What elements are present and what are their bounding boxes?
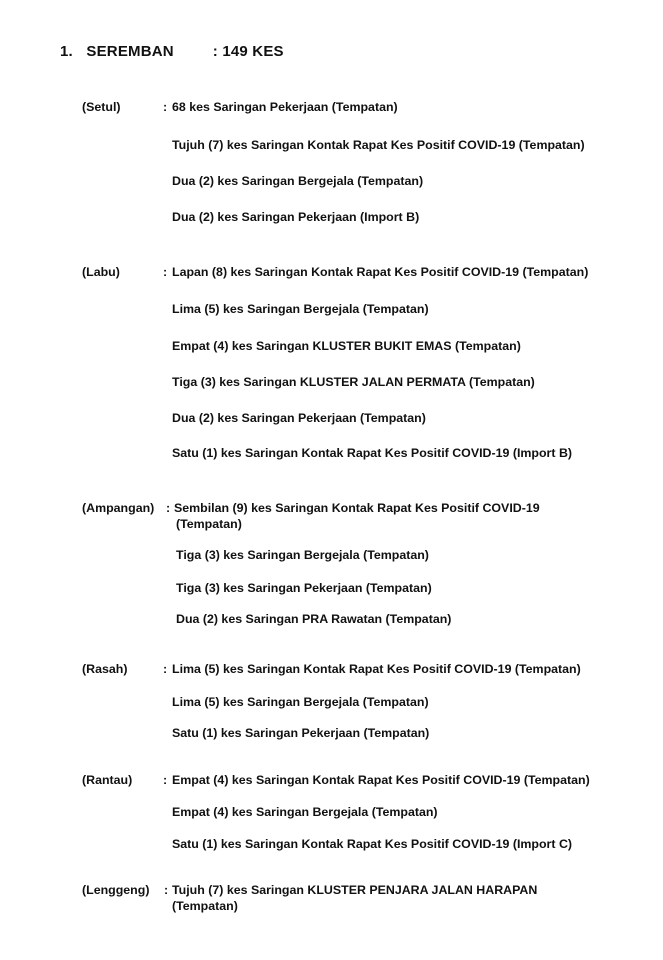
case-line: Dua (2) kes Saringan Pekerjaan (Tempatan): [172, 411, 426, 425]
case-line: Tujuh (7) kes Saringan KLUSTER PENJARA JALAN HARAPAN: [172, 883, 538, 897]
area-label: (Setul): [82, 100, 121, 114]
case-line: Satu (1) kes Saringan Kontak Rapat Kes Positif COVID-19 (Import B): [172, 446, 573, 460]
colon: :: [166, 501, 171, 515]
colon: :: [163, 100, 168, 114]
colon: :: [163, 662, 168, 676]
case-line: Tiga (3) kes Saringan Pekerjaan (Tempatan): [176, 581, 432, 595]
case-line: Tujuh (7) kes Saringan Kontak Rapat Kes Positif COVID-19 (Tempatan): [172, 138, 585, 152]
case-line-continuation: (Tempatan): [176, 517, 242, 531]
area-label: (Ampangan): [82, 501, 155, 515]
case-line: Lima (5) kes Saringan Bergejala (Tempatan): [172, 695, 429, 709]
colon: :: [163, 265, 168, 279]
area-label: (Labu): [82, 265, 120, 279]
case-line: Lima (5) kes Saringan Bergejala (Tempatan): [172, 302, 429, 316]
case-line: Satu (1) kes Saringan Kontak Rapat Kes Positif COVID-19 (Import C): [172, 837, 573, 851]
case-line: Dua (2) kes Saringan Pekerjaan (Import B): [172, 210, 420, 224]
case-line: Empat (4) kes Saringan Bergejala (Tempatan): [172, 805, 438, 819]
case-line: Dua (2) kes Saringan Bergejala (Tempatan): [172, 174, 424, 188]
case-line: 68 kes Saringan Pekerjaan (Tempatan): [172, 100, 398, 114]
case-line-continuation: (Tempatan): [172, 899, 238, 913]
case-line: Dua (2) kes Saringan PRA Rawatan (Tempatan): [176, 612, 452, 626]
case-line: Sembilan (9) kes Saringan Kontak Rapat Kes Positif COVID-19: [174, 501, 540, 515]
district-total: : 149 KES: [212, 43, 284, 60]
case-line: Lima (5) kes Saringan Kontak Rapat Kes Positif COVID-19 (Tempatan): [172, 662, 581, 676]
area-label: (Rasah): [82, 662, 128, 676]
case-line: Tiga (3) kes Saringan KLUSTER JALAN PERMATA (Tempatan): [172, 375, 535, 389]
case-line: Empat (4) kes Saringan KLUSTER BUKIT EMAS (Tempatan): [172, 339, 521, 353]
case-line: Empat (4) kes Saringan Kontak Rapat Kes Positif COVID-19 (Tempatan): [172, 773, 590, 787]
district-name: SEREMBAN: [86, 43, 174, 60]
heading-number: 1.: [60, 43, 73, 60]
case-line: Lapan (8) kes Saringan Kontak Rapat Kes Positif COVID-19 (Tempatan): [172, 265, 589, 279]
area-label: (Lenggeng): [82, 883, 150, 897]
colon: :: [164, 883, 169, 897]
case-line: Tiga (3) kes Saringan Bergejala (Tempatan): [176, 548, 429, 562]
area-label: (Rantau): [82, 773, 133, 787]
colon: :: [163, 773, 168, 787]
case-line: Satu (1) kes Saringan Pekerjaan (Tempatan): [172, 726, 430, 740]
district-heading: [60, 43, 284, 60]
